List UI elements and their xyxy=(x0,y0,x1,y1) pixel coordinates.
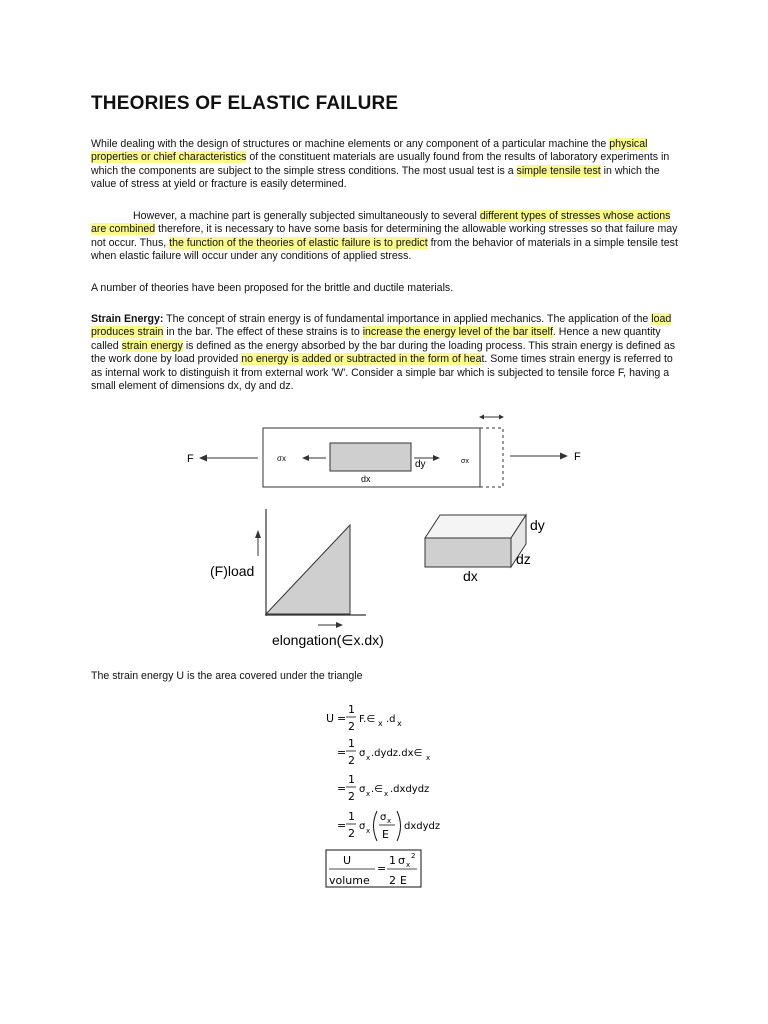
formula-superscript: 2 xyxy=(411,852,416,860)
formula-line-3 xyxy=(337,773,429,803)
stress-right-label: σx xyxy=(461,458,469,465)
paren-right xyxy=(397,811,401,841)
arrowhead xyxy=(255,530,261,538)
formula-subscript: x xyxy=(366,827,371,835)
paragraph-strain-area: The strain energy U is the area covered under the triangle xyxy=(91,670,363,682)
formula-equals: = xyxy=(337,782,347,795)
formula-denominator: 2 xyxy=(348,827,355,840)
block-top-face xyxy=(425,515,526,538)
formula-sigma: σ xyxy=(359,821,366,832)
formula-numerator: 1 xyxy=(389,854,396,867)
highlight: physical properties or chief characteristics xyxy=(91,138,648,164)
formula-denominator: 2 xyxy=(348,754,355,767)
page-title: THEORIES OF ELASTIC FAILURE xyxy=(91,93,399,114)
block-dz-label: dz xyxy=(516,551,531,567)
text-run: of the constituent materials are usually found from the results of laboratory experiments in which the components are subject to the simple stress conditions. The most usual test is a xyxy=(91,151,670,177)
formula-denominator: 2 xyxy=(348,790,355,803)
formula-denominator: 2 xyxy=(348,720,355,733)
formula-equals: = xyxy=(337,819,347,832)
graph-x-label: elongation(∈x.dx) xyxy=(272,632,384,648)
text-run: However, a machine part is generally subjected simultaneously to several xyxy=(133,210,480,222)
formula-subscript: x xyxy=(387,817,392,825)
paragraph-strain-energy xyxy=(91,313,681,393)
formula-equals: = xyxy=(337,712,347,725)
formula-volume: volume xyxy=(329,874,370,887)
formula-subscript: x xyxy=(378,719,383,728)
formula-term: .dydz.dx∈ xyxy=(371,748,423,759)
strain-energy-triangle xyxy=(266,525,350,614)
arrowhead xyxy=(199,455,207,462)
formula-symbol-u: U xyxy=(343,854,352,867)
arrowhead xyxy=(336,622,343,628)
block-dx-label: dx xyxy=(463,568,478,584)
formula-subscript: x xyxy=(384,790,389,798)
formula-subscript: x xyxy=(397,719,402,728)
formula-equals: = xyxy=(337,746,347,759)
load-elongation-graph xyxy=(205,505,405,650)
element-dx xyxy=(330,443,411,471)
text-run: in the bar. The effect of these strains is to xyxy=(163,326,363,339)
formula-sigma: σ xyxy=(380,812,387,823)
bar-tension-diagram xyxy=(180,408,600,493)
strain-energy-formula xyxy=(315,698,465,890)
graph-y-label: (F)load xyxy=(210,563,255,579)
text-run: While dealing with the design of structures or machine elements or any component of a particular machine the xyxy=(91,138,610,150)
formula-subscript: x xyxy=(366,790,371,798)
block-front-face xyxy=(425,538,511,567)
text-run: The concept of strain energy is of fundamental importance in applied mechanics. The application of the xyxy=(163,313,652,325)
dy-label: dy xyxy=(415,459,426,470)
formula-term: dxdydz xyxy=(404,821,441,832)
paren-left xyxy=(374,811,378,841)
formula-symbol-u: U xyxy=(326,712,335,725)
block-dy-label: dy xyxy=(530,517,545,533)
text-run: t. Some times strain energy is referred to as internal work to distinguish it from external work 'W'. Consider a simple bar which is subjected to tensile force F, having a small element of dimensions dx, dy and dz. xyxy=(91,353,673,393)
formula-term: .d xyxy=(386,714,396,725)
formula-result-box xyxy=(326,850,421,887)
formula-sigma: σ xyxy=(398,854,405,867)
formula-numerator: 1 xyxy=(348,773,355,786)
formula-modulus: E xyxy=(400,874,407,887)
highlight: the function of the theories of elastic failure is to predict xyxy=(169,236,428,249)
force-left-label: F xyxy=(187,453,194,465)
elongation-outline xyxy=(480,428,503,487)
strain-energy-heading: Strain Energy: xyxy=(91,313,164,325)
formula-term: .dxdydz xyxy=(390,784,430,795)
formula-numerator: 1 xyxy=(348,810,355,823)
stress-left-label: σx xyxy=(277,454,286,463)
paragraph-theories: A number of theories have been proposed for the brittle and ductile materials. xyxy=(91,282,454,294)
highlight: simple tensile test xyxy=(516,164,601,177)
formula-line-2 xyxy=(337,737,430,767)
formula-numerator: 1 xyxy=(348,737,355,750)
formula-numerator: 1 xyxy=(348,703,355,716)
formula-line-4 xyxy=(337,810,440,841)
highlight: strain energy xyxy=(121,339,183,352)
arrowhead xyxy=(560,453,568,460)
highlight: no energy is added or subtracted in the form of hea xyxy=(241,353,482,366)
text-run: therefore, it is necessary to have some basis for determining the allowable working stresses so that failure may not occur. Thus, xyxy=(91,223,678,249)
formula-term: .∈ xyxy=(371,784,383,795)
formula-equals: = xyxy=(377,862,387,875)
dx-label: dx xyxy=(361,474,371,484)
formula-subscript: x xyxy=(366,754,371,762)
formula-subscript: x xyxy=(406,861,411,869)
text-run: . Hence a new quantity called xyxy=(91,326,661,352)
formula-sigma: σ xyxy=(359,784,366,795)
formula-term: F.∈ xyxy=(359,714,376,725)
text-run: from the behavior of materials in a simple tensile test when elastic failure will occur under any conditions of applied stress. xyxy=(91,236,678,263)
formula-denominator: 2 xyxy=(389,874,396,887)
formula-line-1 xyxy=(326,703,402,733)
force-right-label: F xyxy=(574,451,581,463)
highlight: load produces strain xyxy=(91,313,672,339)
text-run: in which the value of stress at yield or fracture is easily determined. xyxy=(91,164,660,191)
paragraph-intro xyxy=(91,138,681,192)
arrowhead xyxy=(479,415,484,420)
paragraph-combined-stresses xyxy=(91,210,681,264)
highlight: different types of stresses whose actions are combined xyxy=(91,210,671,236)
formula-modulus: E xyxy=(382,828,389,841)
formula-sigma: σ xyxy=(359,748,366,759)
highlight: increase the energy level of the bar itself xyxy=(362,326,553,339)
formula-subscript: x xyxy=(426,754,431,762)
element-block-3d xyxy=(415,505,555,590)
arrowhead xyxy=(499,415,504,420)
text-run: is defined as the energy absorbed by the bar during the loading process. This strain energy is defined as the work done by load provided xyxy=(91,339,676,366)
